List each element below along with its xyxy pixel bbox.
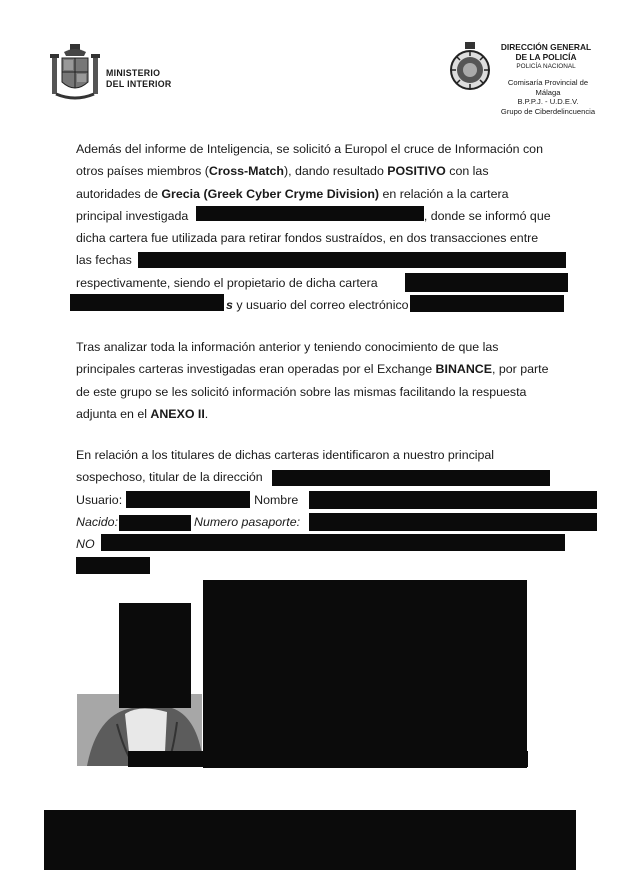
ministry-name	[106, 68, 172, 90]
p1-l8b: y usuario del correo electrónico	[232, 298, 409, 313]
p1-line-5: dicha cartera fue utilizada para retirar fondos sustraídos, en dos transacciones entre	[76, 231, 539, 246]
redaction-no-line	[101, 534, 565, 551]
p1-cross-match: Cross-Match	[208, 164, 284, 179]
police-directorate-title	[496, 42, 596, 62]
p1-line-6: las fechas	[76, 253, 132, 268]
redaction-footer	[44, 810, 576, 870]
p2-l2c: , por parte	[492, 362, 549, 377]
unit-line-1: Comisaría Provincial de Málaga	[507, 78, 589, 97]
nombre-label: Nombre	[254, 492, 299, 507]
redaction-photo-bottom	[128, 751, 528, 767]
redaction-face	[119, 603, 191, 708]
redaction-wallet-address	[196, 206, 424, 221]
police-subtitle: POLICÍA NACIONAL	[516, 63, 576, 70]
p2-line-1: Tras analizar toda la información anterior y teniendo conocimiento de que las	[76, 340, 499, 354]
p1-l4c: , donde se informó que	[423, 208, 551, 223]
p1-line-7: respectivamente, siendo el propietario de dicha cartera	[76, 275, 378, 290]
redaction-photo-right	[203, 580, 527, 768]
p1-l3c: en relación a la cartera	[379, 186, 509, 201]
unit-line-3: Grupo de Ciberdelincuencia	[500, 106, 596, 116]
p3-l2a: sospechoso, titular de la dirección	[76, 470, 263, 485]
pasaporte-label: Numero pasaporte:	[194, 514, 301, 529]
p1-positivo: POSITIVO	[387, 164, 446, 179]
p1-l4a: principal investigada	[76, 208, 189, 223]
p2-line-3: de este grupo se les solicitó información sobre las mismas facilitando la respuesta	[76, 384, 527, 399]
p3-line-1: En relación a los titulares de dichas carteras identificaron a nuestro principal	[76, 448, 495, 462]
redaction-dates	[138, 252, 566, 268]
p2-line-4	[76, 403, 566, 425]
p3-line-5: NO	[76, 537, 95, 552]
p2-line-2	[76, 358, 566, 380]
national-police-badge-icon	[449, 42, 491, 94]
p2-l2a: principales carteras investigadas eran operadas por el Exchange	[76, 362, 436, 377]
redaction-address	[272, 470, 550, 486]
paragraph-binance	[76, 336, 566, 425]
redaction-email	[410, 295, 564, 312]
p2-l4c: .	[204, 406, 209, 421]
p2-binance: BINANCE	[435, 362, 492, 377]
redaction-owner-b	[70, 294, 224, 311]
ministry-line-2: DEL INTERIOR	[106, 79, 172, 89]
p1-l2e: con las	[445, 164, 489, 179]
p1-l8a: s	[226, 298, 233, 313]
p1-grecia: Grecia (Greek Cyber Cryme Division)	[161, 186, 380, 201]
ministry-line-1: MINISTERIO	[106, 68, 161, 78]
p2-anexo: ANEXO II	[150, 406, 205, 421]
p1-l2c: ), dando resultado	[283, 164, 388, 179]
usuario-label: Usuario:	[76, 492, 123, 507]
redaction-nombre	[309, 491, 597, 509]
unit-line-2: B.P.P.J. - U.D.E.V.	[517, 97, 579, 106]
redaction-usuario	[126, 491, 250, 508]
nacido-label: Nacido:	[76, 514, 119, 529]
directorate-line-1: DIRECCIÓN GENERAL	[500, 42, 592, 52]
spain-coat-of-arms-icon	[48, 44, 102, 104]
redaction-owner-a	[405, 273, 568, 292]
redaction-trailing	[76, 557, 150, 574]
p1-l3a: autoridades de	[76, 186, 162, 201]
redaction-nacido	[119, 515, 191, 531]
p1-line-2	[76, 160, 566, 182]
directorate-line-2: DE LA POLICÍA	[515, 52, 577, 62]
p2-l4a: adjunta en el	[76, 406, 151, 421]
redaction-pasaporte	[309, 513, 597, 531]
police-unit-info	[496, 78, 600, 116]
p1-line-3	[76, 183, 566, 205]
p1-l2a: otros países miembros (	[76, 164, 209, 179]
p1-line-1: Además del informe de Inteligencia, se solicitó a Europol el cruce de Información con	[76, 142, 543, 156]
